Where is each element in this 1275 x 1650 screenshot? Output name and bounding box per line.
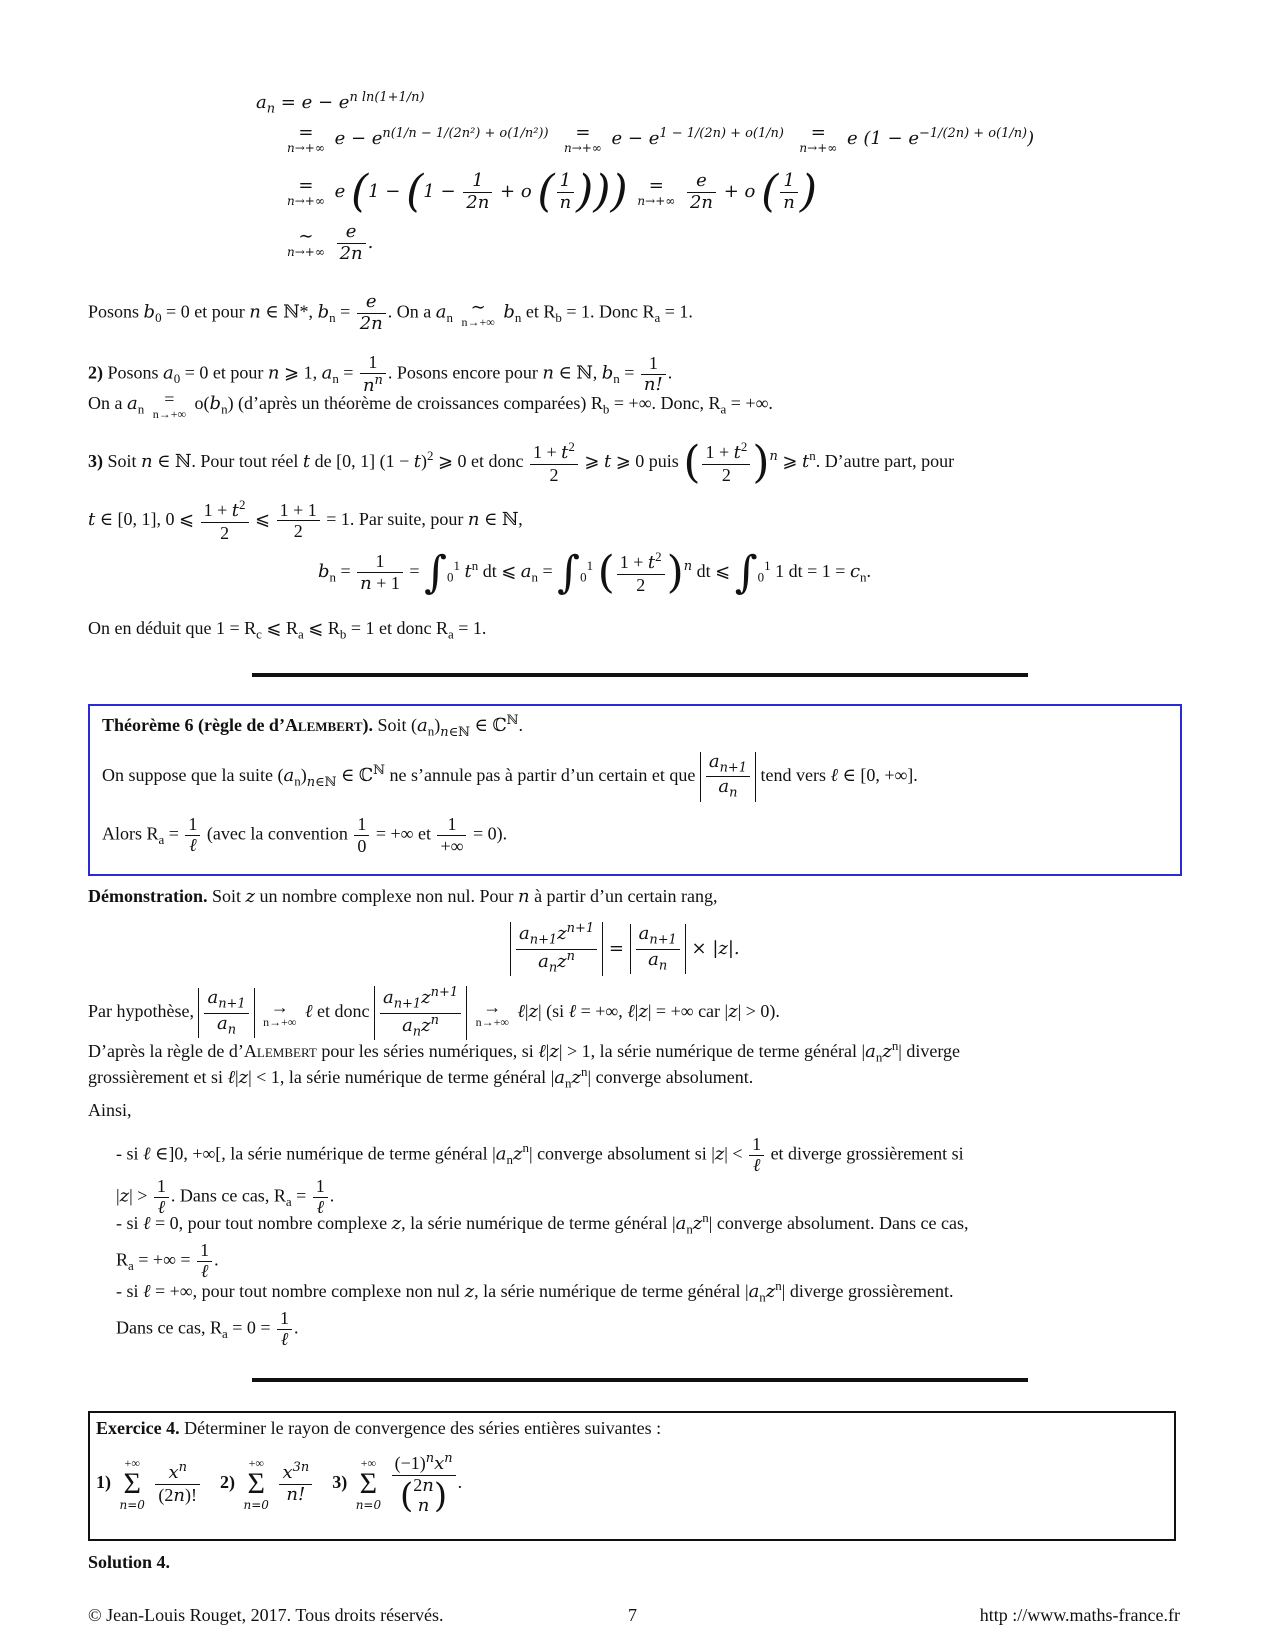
demo-bullet-1a: - si ℓ ∈]0, +∞[, la série numérique de terme général $|a_nz^n|$ converge absolument si |z| < $\frac{1}{\text{ℓ}}$ et diverge grossièrement si [116,1134,964,1176]
paragraph-3b: t ∈ [0, 1], 0 ⩽ $\frac{1 + t^2}{2}$ ⩽ $\frac{1 + 1}{2}$ = 1. Par suite, pour n ∈ ℕ, [88,497,523,543]
demo-ainsi: Ainsi, [88,1100,132,1120]
paragraph-3c: On en déduit que $1 = R_c$ ⩽ $R_a$ ⩽ $R_b = 1$ et donc $R_a = 1$. [88,618,487,642]
exercise-items: 1) +∞ Σ n=0 $\frac{x^n}{(2n)!}$ 2) +∞ Σ n=0 $\frac{x^{3n}}{n!}$ 3) +∞ Σ n=0 $(-1)^nx^n$ (2n n ) . [96,1451,463,1516]
eq-line-1: $a_n = e - e^{n ln(1+1/n)}$ [256,90,425,117]
demo-line-4: grossièrement et si ℓ|z| < 1, la série numérique de terme général $|a_nz^n|$ converge absolument. [88,1064,754,1091]
separator-rule-1 [252,673,1028,677]
eq-line-3: = n→+∞ e (1 − (1 − $\frac{1}{2n}$ + o ( $\frac{1}{n}$ ))) = n→+∞ $\frac{e}{2n}$ + o ( $\frac{1}{n}$ ) [287,166,818,217]
footer-url[interactable]: http ://www.maths-france.fr [979,1605,1180,1625]
separator-rule-2 [252,1378,1028,1382]
eq-line-4: ∼ n→+∞ $\frac{e}{2n}$ . [287,221,374,264]
demo-bullet-1b: |z| > $\frac{1}{\text{ℓ}}$ . Dans ce cas, $R_a$ = $\frac{1}{\text{ℓ}}$ . [116,1176,335,1218]
footer-page-number: 7 [628,1605,637,1625]
footer-copyright: © Jean-Louis Rouget, 2017. Tous droits réservés. [88,1605,444,1625]
theorem-line-2: On suppose que la suite $(a_n)_{n\in ℕ}$ ∈ ℂ$^ℕ$ ne s’annule pas à partir d’un certain et que $\frac{a_{n+1}}{a_n}$ tend vers ℓ ∈ [0, +∞]. [102,751,918,801]
demo-bullet-2b: $R_a$ = +∞ = $\frac{1}{\text{ℓ}}$ . [116,1240,219,1282]
theorem-line-1: Théorème 6 (règle de d’Alembert). Soit $(a_n)_{n\in ℕ}$ ∈ ℂ$^ℕ$. [102,712,524,740]
solution-heading: Solution 4. [88,1552,171,1572]
demo-equation: $\frac{a_{n+1}z^{n+1}}{a_nz^n}$ = $\frac{a_{n+1}}{a_n}$ × |z|. [510,922,740,976]
demo-line-2: Par hypothèse, $\frac{a_{n+1}}{a_n}$ → n→+∞ ℓ et donc $\frac{a_{n+1}z^{n+1}}{a_nz^n}$ → n→+∞ ℓ|z| (si ℓ = +∞, ℓ|z| = +∞ car |z| > 0). [88,985,780,1040]
demo-line-3: D’après la règle de d’Alembert pour les séries numériques, si ℓ|z| > 1, la série numérique de terme général $|a_nz^n|$ diverge [88,1038,961,1065]
paragraph-1: Posons $b_0 = 0$ et pour n ∈ ℕ*, $b_n$ = $\frac{e}{2n}$ . On a $a_n$ ∼ n→+∞ $b_n$ et $R_b = 1$. Donc $R_a = 1$. [88,291,693,334]
theorem-line-3: Alors $R_a$ = $\frac{1}{\text{ℓ}}$ (avec la convention $\frac{1}{0}$ = +∞ et $\frac{1}{+\infty}$ = 0). [102,814,508,856]
paragraph-3-equation: $b_n$ = $\frac{1}{n + 1}$ = $\int_0^1$ $t^n$ dt ⩽ $a_n = \int_0^1$ ( $\frac{1 + t^2}{2}$ )$^n$ dt ⩽ $\int_0^1$ 1 dt = $1 = c_n$. [318,546,872,598]
eq-line-2: = n→+∞ $e - e^{n(1/n - 1/(2n^2) + o(1/n^2))}$ = n→+∞ $e - e^{1 - 1/(2n) + o(1/n)}$ = n→+∞ e $(1 - e^{-1/(2n) + o(1/n)})$ [287,122,1035,155]
demo-bullet-3b: Dans ce cas, $R_a = 0$ = $\frac{1}{\text{ℓ}}$ . [116,1308,299,1350]
demo-bullet-2a: - si ℓ = 0, pour tout nombre complexe z, la série numérique de terme général $|a_nz^n|$ converge absolument. Dans ce cas, [116,1210,969,1237]
demo-line-1: Démonstration. Soit z un nombre complexe non nul. Pour n à partir d’un certain rang, [88,886,718,907]
paragraph-2b: On a $a_n$ = n→+∞ $o(b_n)$ (d’après un théorème de croissances comparées) $R_b$ = +∞. Donc, $R_a$ = +∞. [88,389,773,421]
exercise-line-1: Exercice 4. Déterminer le rayon de convergence des séries entières suivantes : [96,1418,662,1438]
paragraph-3a: 3) Soit n ∈ ℕ. Pour tout réel t de [0, 1] $(1 - t)^2$ ⩾ 0 et donc $\frac{1 + t^2}{2}$ ⩾ t ⩾ 0 puis ( $\frac{1 + t^2}{2}$ )$^n$ ⩾ $t^n$. D’autre part, pour [88,436,955,488]
paragraph-2a: 2) Posons $a_0 = 0$ et pour n ⩾ 1, $a_n$ = $\frac{1}{n^n}$ . Posons encore pour n ∈ ℕ, $b_n$ = $\frac{1}{n!}$ . [88,352,673,396]
demo-bullet-3a: - si ℓ = +∞, pour tout nombre complexe non nul z, la série numérique de terme général $|a_nz^n|$ diverge grossièrement. [116,1278,954,1305]
